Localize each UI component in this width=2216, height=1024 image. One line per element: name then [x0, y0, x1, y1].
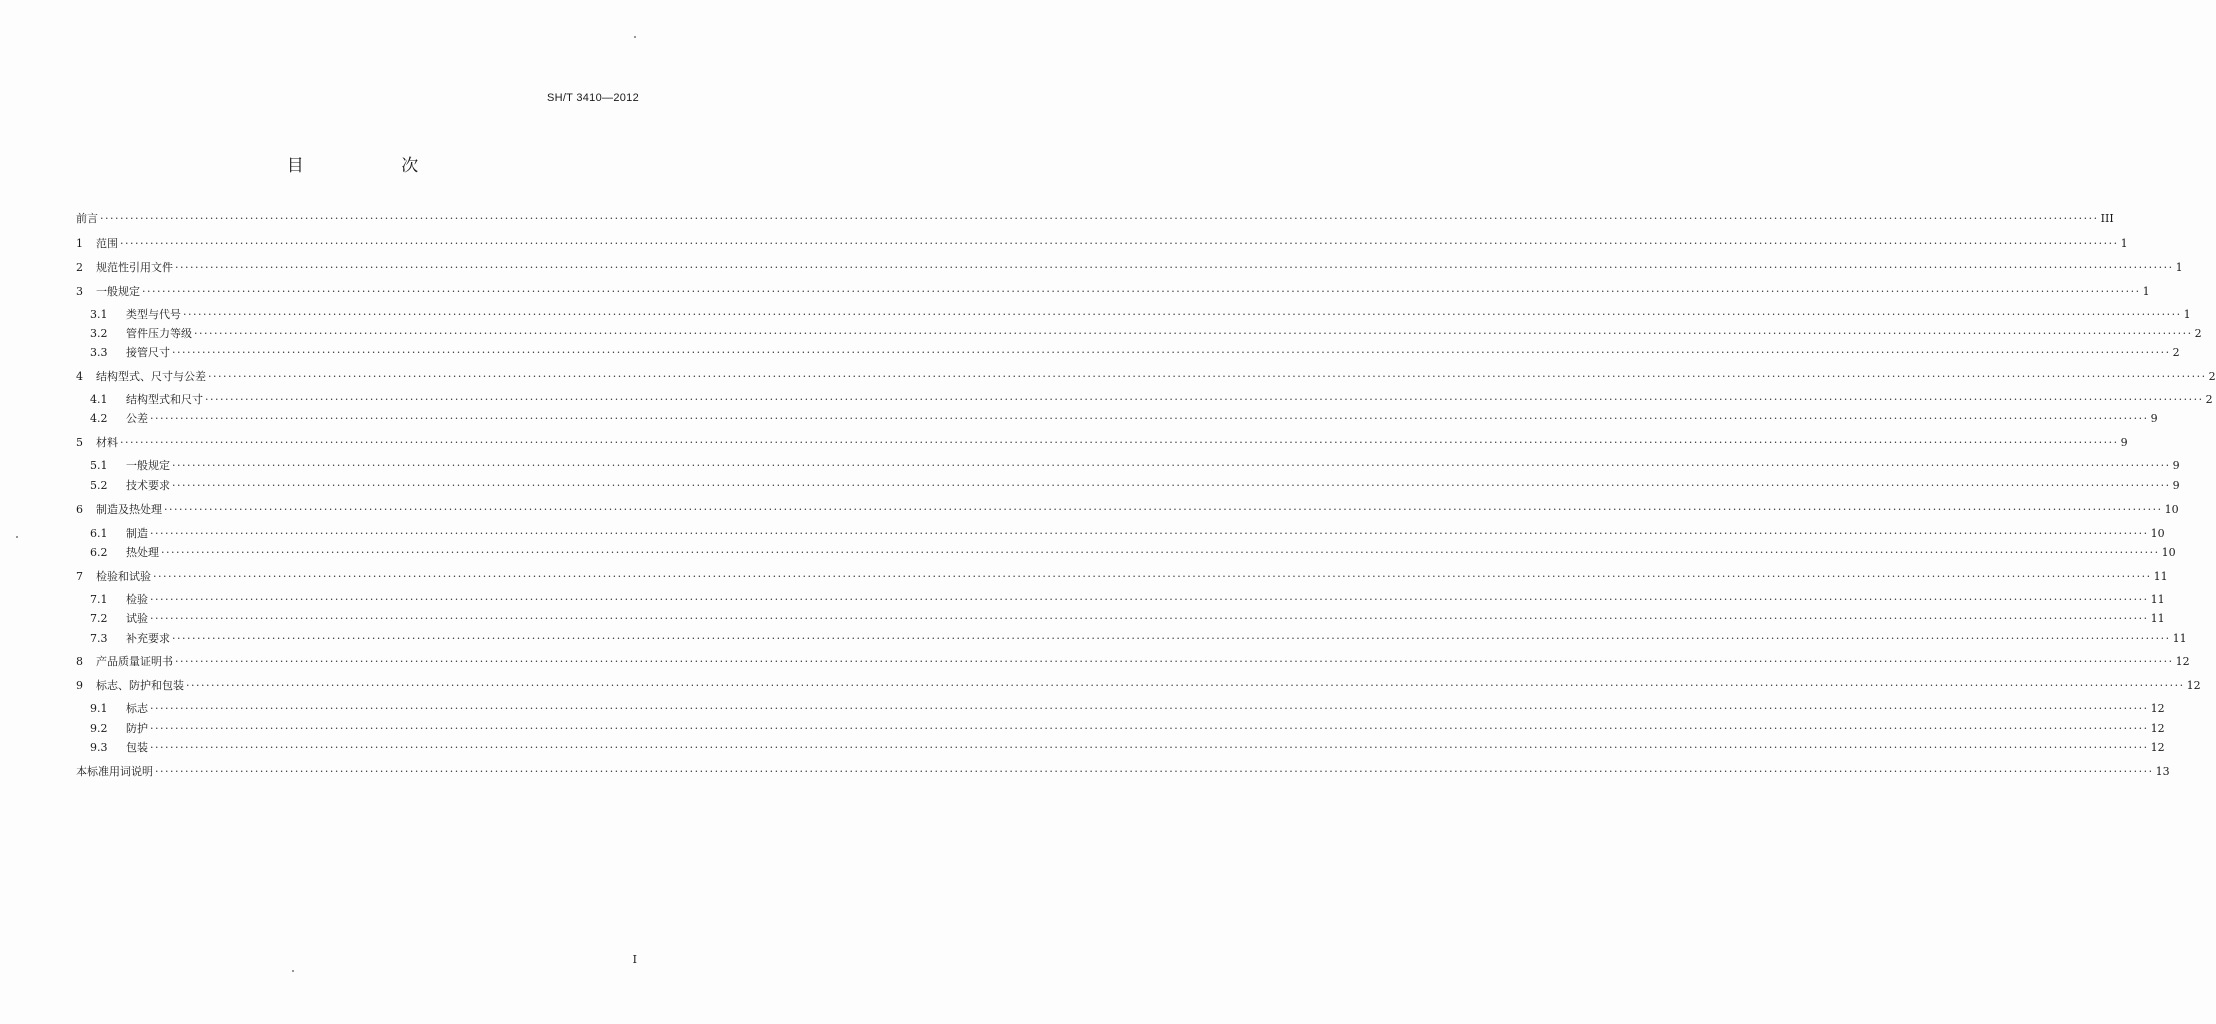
toc-entry[interactable]	[76, 610, 2165, 628]
dot-leader: ················································································································································································································································································································································································································	[150, 527, 2149, 540]
toc-entry-page: 9	[2172, 459, 2180, 472]
toc-entry-label: 接管尺寸	[126, 346, 170, 359]
standard-code: SH/T 3410—2012	[546, 92, 639, 104]
toc-entry-page: 12	[2150, 722, 2165, 735]
toc-entry-page: 2	[2208, 370, 2216, 383]
toc-entry-label: 制造及热处理	[96, 503, 162, 516]
toc-entry-label: 一般规定	[126, 459, 170, 472]
toc-entry-number: 7	[76, 570, 83, 583]
scan-speck	[16, 536, 18, 538]
toc-entry-page: 9	[2150, 412, 2158, 425]
toc-entry-label: 前言	[76, 212, 98, 225]
toc-entry-page: 10	[2150, 527, 2165, 540]
toc-entry-page: 9	[2172, 479, 2180, 492]
toc-entry[interactable]	[76, 591, 2165, 609]
toc-entry-number: 6.1	[90, 527, 108, 540]
toc-entry-page: 12	[2175, 655, 2190, 668]
toc-entry-label: 范围	[96, 237, 118, 250]
dot-leader: ················································································································································································································································································································································································································	[150, 593, 2149, 606]
dot-leader: ················································································································································································································································································································································································································	[120, 436, 2119, 449]
toc-entry-label: 材料	[96, 436, 118, 449]
toc-entry[interactable]	[76, 763, 2170, 781]
toc-entry[interactable]	[76, 653, 2190, 671]
dot-leader: ················································································································································································································································································································································································································	[120, 237, 2119, 250]
toc-entry-number: 7.3	[90, 632, 108, 645]
toc-entry-label: 热处理	[126, 546, 159, 559]
toc-entry-number: 8	[76, 655, 83, 668]
toc-entry[interactable]	[76, 306, 2191, 324]
dot-leader: ················································································································································································································································································································································································································	[150, 702, 2149, 715]
toc-entry-page: 1	[2142, 285, 2150, 298]
toc-entry-page: 2	[2194, 327, 2202, 340]
scan-speck	[634, 36, 636, 38]
toc-entry-number: 3.2	[90, 327, 108, 340]
toc-entry-page: 11	[2150, 593, 2165, 606]
toc-entry-page: 10	[2164, 503, 2179, 516]
toc-entry-label: 补充要求	[126, 632, 170, 645]
toc-entry[interactable]	[76, 720, 2165, 738]
toc-entry-label: 产品质量证明书	[96, 655, 173, 668]
toc-entry-page: 11	[2172, 632, 2187, 645]
toc-entry-label: 防护	[126, 722, 148, 735]
toc-entry[interactable]	[76, 630, 2187, 648]
toc-entry[interactable]	[76, 391, 2213, 409]
dot-leader: ················································································································································································································································································································································································································	[100, 212, 2099, 225]
toc-entry-page: 11	[2150, 612, 2165, 625]
toc-entry-number: 7.2	[90, 612, 108, 625]
toc-entry-page: 11	[2153, 570, 2168, 583]
toc-entry-page: III	[2100, 212, 2114, 225]
toc-entry-number: 9.3	[90, 741, 108, 754]
toc-entry-page: 10	[2161, 546, 2176, 559]
toc-entry[interactable]	[76, 235, 2128, 253]
toc-entry[interactable]	[76, 739, 2165, 757]
toc-entry[interactable]	[76, 410, 2158, 428]
dot-leader: ················································································································································································································································································································································································································	[155, 765, 2154, 778]
toc-entry[interactable]	[76, 477, 2180, 495]
toc-entry[interactable]	[76, 568, 2168, 586]
toc-entry-number: 4.1	[90, 393, 108, 406]
toc-entry[interactable]	[76, 283, 2150, 301]
toc-entry-label: 检验	[126, 593, 148, 606]
page-number: I	[632, 953, 637, 966]
toc-entry-page: 2	[2205, 393, 2213, 406]
toc-entry-number: 1	[76, 237, 83, 250]
toc-entry-page: 12	[2150, 741, 2165, 754]
dot-leader: ················································································································································································································································································································································································································	[175, 261, 2174, 274]
toc-entry-number: 2	[76, 261, 83, 274]
toc-entry-label: 标志	[126, 702, 148, 715]
dot-leader: ················································································································································································································································································································································································································	[161, 546, 2160, 559]
dot-leader: ················································································································································································································································································································································································································	[150, 412, 2149, 425]
toc-entry-number: 9.2	[90, 722, 108, 735]
dot-leader: ················································································································································································································································································································································································································	[153, 570, 2152, 583]
toc-entry-number: 3.3	[90, 346, 108, 359]
toc-entry-label: 公差	[126, 412, 148, 425]
dot-leader: ················································································································································································································································································································································································································	[150, 741, 2149, 754]
toc-entry-number: 7.1	[90, 593, 108, 606]
dot-leader: ················································································································································································································································································································································································································	[186, 679, 2185, 692]
toc-entry-page: 9	[2120, 436, 2128, 449]
toc-entry-page: 1	[2120, 237, 2128, 250]
toc-entry-label: 结构型式、尺寸与公差	[96, 370, 206, 383]
toc-entry-label: 试验	[126, 612, 148, 625]
scan-speck	[292, 970, 294, 972]
toc-entry-number: 6.2	[90, 546, 108, 559]
dot-leader: ················································································································································································································································································································································································································	[172, 479, 2171, 492]
toc-entry-label: 管件压力等级	[126, 327, 192, 340]
dot-leader: ················································································································································································································································································································································································································	[150, 612, 2149, 625]
dot-leader: ················································································································································································································································································································································································································	[183, 308, 2182, 321]
dot-leader: ················································································································································································································································································································································································································	[150, 722, 2149, 735]
toc-entry-label: 标志、防护和包装	[96, 679, 184, 692]
toc-entry[interactable]	[76, 525, 2165, 543]
dot-leader: ················································································································································································································································································································································································································	[194, 327, 2193, 340]
toc-entry[interactable]	[76, 457, 2180, 475]
toc-entry-label: 本标准用词说明	[76, 765, 153, 778]
toc-entry-label: 制造	[126, 527, 148, 540]
toc-entry-label: 规范性引用文件	[96, 261, 173, 274]
toc-entry-number: 3.1	[90, 308, 108, 321]
toc-entry[interactable]	[76, 434, 2128, 452]
toc-entry-number: 9	[76, 679, 83, 692]
dot-leader: ················································································································································································································································································································································································································	[175, 655, 2174, 668]
toc-entry-page: 1	[2175, 261, 2183, 274]
toc-entry-number: 3	[76, 285, 83, 298]
dot-leader: ················································································································································································································································································································································································································	[172, 346, 2171, 359]
toc-entry[interactable]	[76, 368, 2216, 386]
toc-entry-label: 结构型式和尺寸	[126, 393, 203, 406]
toc-entry-number: 4.2	[90, 412, 108, 425]
toc-entry-label: 一般规定	[96, 285, 140, 298]
toc-entry-number: 5	[76, 436, 83, 449]
toc-entry-number: 5.2	[90, 479, 108, 492]
toc-entry[interactable]	[76, 700, 2165, 718]
dot-leader: ················································································································································································································································································································································································································	[205, 393, 2204, 406]
toc-entry-page: 2	[2172, 346, 2180, 359]
dot-leader: ················································································································································································································································································································································································································	[172, 632, 2171, 645]
toc-entry[interactable]	[76, 259, 2183, 277]
toc-entry[interactable]	[76, 677, 2201, 695]
dot-leader: ················································································································································································································································································································································································································	[142, 285, 2141, 298]
toc-entry-label: 技术要求	[126, 479, 170, 492]
dot-leader: ················································································································································································································································································································································································································	[208, 370, 2207, 383]
toc-entry[interactable]	[76, 210, 2114, 228]
toc-entry-number: 4	[76, 370, 83, 383]
dot-leader: ················································································································································································································································································································································································································	[164, 503, 2163, 516]
toc-entry[interactable]	[76, 544, 2176, 562]
toc-entry-label: 类型与代号	[126, 308, 181, 321]
toc-entry-label: 包装	[126, 741, 148, 754]
toc-entry-page: 1	[2183, 308, 2191, 321]
toc-entry-number: 5.1	[90, 459, 108, 472]
toc-entry-page: 12	[2150, 702, 2165, 715]
toc-entry-label: 检验和试验	[96, 570, 151, 583]
toc-entry[interactable]	[76, 344, 2180, 362]
page-title: 目 次	[286, 156, 465, 176]
toc-entry-page: 13	[2155, 765, 2170, 778]
toc-entry-page: 12	[2186, 679, 2201, 692]
toc-entry-number: 6	[76, 503, 83, 516]
dot-leader: ················································································································································································································································································································································································································	[172, 459, 2171, 472]
toc-entry[interactable]	[76, 501, 2179, 519]
toc-entry-number: 9.1	[90, 702, 108, 715]
toc-entry[interactable]	[76, 325, 2202, 343]
